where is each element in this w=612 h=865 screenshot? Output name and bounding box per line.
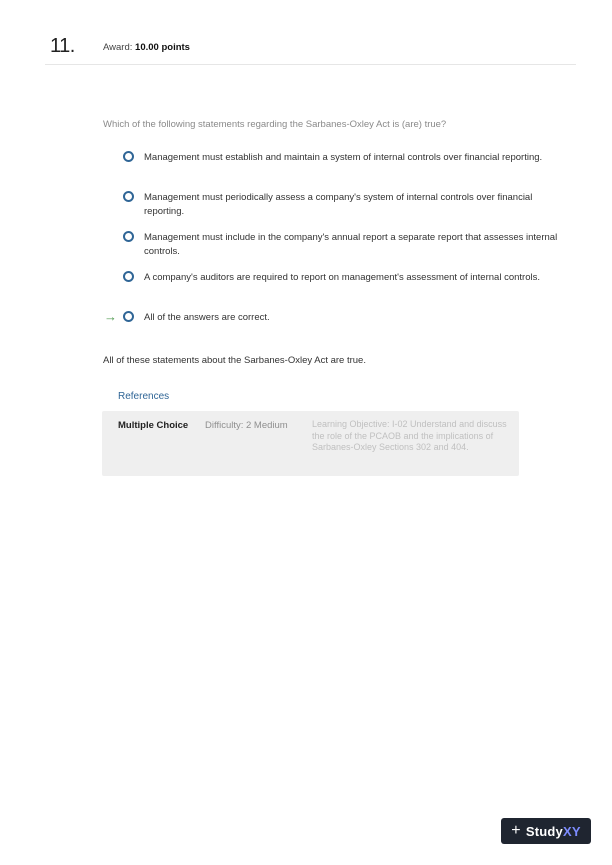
radio-button[interactable] bbox=[123, 191, 134, 202]
option-label: Management must periodically assess a company's system of internal controls over financial reporting. bbox=[144, 192, 533, 217]
radio-button[interactable] bbox=[123, 231, 134, 242]
award-value: 10.00 points bbox=[135, 42, 190, 53]
option-label: All of the answers are correct. bbox=[144, 312, 270, 323]
references-link[interactable]: References bbox=[118, 391, 170, 402]
brand-name-part1: Study bbox=[525, 823, 563, 839]
award-text bbox=[103, 42, 190, 53]
header-divider bbox=[45, 64, 576, 65]
award-label: Award: bbox=[103, 42, 133, 53]
radio-button[interactable] bbox=[123, 151, 134, 162]
radio-button[interactable] bbox=[123, 311, 134, 322]
difficulty: Difficulty: 2 Medium bbox=[205, 420, 288, 431]
question-prompt: Which of the following statements regarding the Sarbanes-Oxley Act is (are) true? bbox=[103, 119, 447, 130]
option-label: Management must include in the company's annual report a separate report that assesses internal controls. bbox=[144, 232, 558, 257]
option-label: A company's auditors are required to report on management's assessment of internal controls. bbox=[144, 272, 540, 283]
studyxy-logo bbox=[501, 818, 591, 844]
question-type: Multiple Choice bbox=[118, 420, 189, 431]
references-panel bbox=[102, 411, 519, 476]
learning-objective: Learning Objective: I-02 Understand and discuss the role of the PCAOB and the implications of Sarbanes-Oxley Sections 302 and 404. bbox=[312, 419, 507, 452]
answer-explanation: All of these statements about the Sarbanes-Oxley Act are true. bbox=[103, 355, 366, 366]
correct-answer-arrow-icon: → bbox=[104, 309, 117, 324]
radio-button[interactable] bbox=[123, 271, 134, 282]
question-number: 11. bbox=[50, 35, 75, 57]
brand-name-part2: XY bbox=[562, 823, 581, 839]
plus-icon: + bbox=[511, 822, 521, 839]
option-label: Management must establish and maintain a system of internal controls over financial reporting. bbox=[144, 152, 543, 163]
